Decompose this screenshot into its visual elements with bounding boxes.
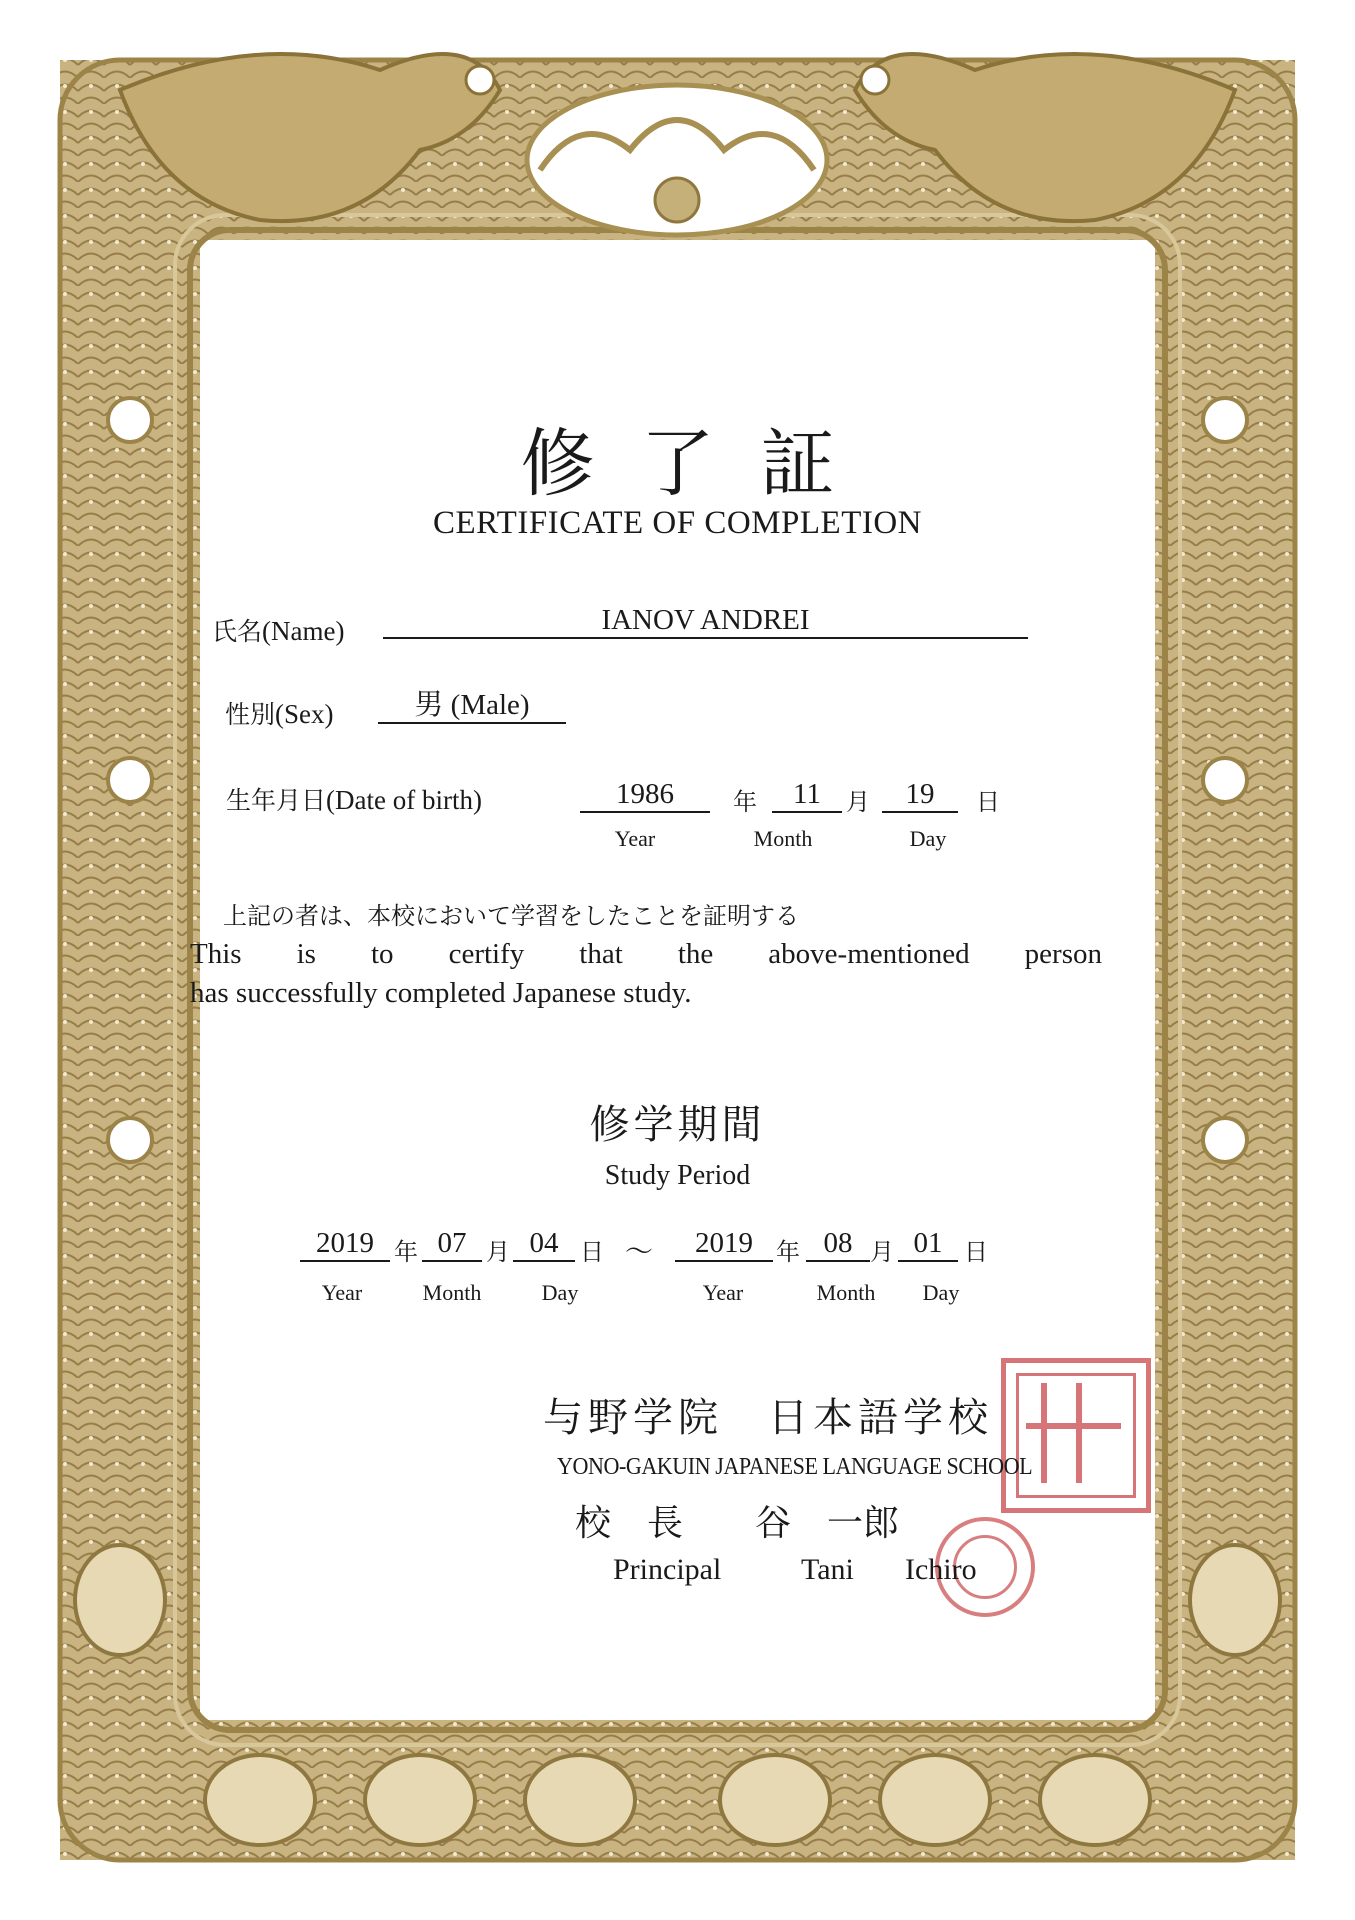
end-month-caption: Month xyxy=(816,1280,876,1305)
birth-label xyxy=(226,781,482,817)
principal-given-name-en: Ichiro xyxy=(905,1553,977,1586)
start-month-value: 07 xyxy=(422,1226,482,1262)
start-month-unit: 月 xyxy=(486,1238,510,1266)
birth-year-caption: Year xyxy=(614,826,656,851)
title-english: CERTIFICATE OF COMPLETION xyxy=(432,505,923,541)
end-day-value: 01 xyxy=(898,1226,958,1262)
birth-year-unit: 年 xyxy=(733,788,757,816)
sex-label-en: (Sex) xyxy=(275,699,334,729)
birth-month-caption: Month xyxy=(753,826,813,851)
sex-label-jp: 性別 xyxy=(225,700,276,729)
birth-day-unit: 日 xyxy=(976,788,1000,816)
school-name-en: YONO-GAKUIN JAPANESE LANGUAGE SCHOOL xyxy=(557,1454,1033,1480)
sex-label xyxy=(225,695,334,731)
end-day-caption: Day xyxy=(922,1280,960,1305)
statement-english-line1: This is to certify that the above-mentioned person xyxy=(190,938,1102,970)
end-year-value: 2019 xyxy=(675,1226,773,1262)
cloud-medallion-icon xyxy=(527,85,827,235)
study-period-title-en: Study Period xyxy=(604,1160,751,1191)
birth-month-value: 11 xyxy=(772,777,842,813)
school-seal-icon xyxy=(1001,1358,1151,1513)
start-day-unit: 日 xyxy=(580,1238,604,1266)
end-month-unit: 月 xyxy=(870,1238,894,1266)
principal-title-en: Principal xyxy=(613,1553,722,1586)
end-month-value: 08 xyxy=(806,1226,870,1262)
name-label-jp: 氏名 xyxy=(212,617,263,646)
start-day-value: 04 xyxy=(513,1226,575,1262)
birth-month-unit: 月 xyxy=(846,788,870,816)
birth-day-caption: Day xyxy=(909,826,947,851)
principal-surname-en: Tani xyxy=(801,1553,854,1586)
principal-name-jp: 校 長 谷 一郎 xyxy=(575,1503,900,1544)
start-month-caption: Month xyxy=(422,1280,482,1305)
birth-label-jp: 生年月日 xyxy=(226,786,327,815)
school-name-jp: 与野学院 日本語学校 xyxy=(543,1395,993,1441)
title-japanese: 修了証 xyxy=(520,421,881,507)
name-label xyxy=(212,612,344,648)
birth-year-value: 1986 xyxy=(580,777,710,813)
period-separator: ～ xyxy=(625,1235,654,1268)
name-value: IANOV ANDREI xyxy=(383,603,1028,639)
name-label-en: (Name) xyxy=(262,616,345,646)
end-day-unit: 日 xyxy=(964,1238,988,1266)
end-year-caption: Year xyxy=(702,1280,744,1305)
start-year-unit: 年 xyxy=(394,1238,418,1266)
statement-japanese: 上記の者は、本校において学習をしたことを証明する xyxy=(223,902,799,930)
start-year-value: 2019 xyxy=(300,1226,390,1262)
birth-label-en: (Date of birth) xyxy=(326,785,482,815)
statement-english-line2: has successfully completed Japanese study. xyxy=(190,977,692,1009)
sex-value: 男 (Male) xyxy=(378,688,566,724)
start-year-caption: Year xyxy=(321,1280,363,1305)
end-year-unit: 年 xyxy=(776,1238,800,1266)
study-period-title-jp: 修学期間 xyxy=(589,1102,766,1148)
start-day-caption: Day xyxy=(541,1280,579,1305)
birth-day-value: 19 xyxy=(882,777,958,813)
